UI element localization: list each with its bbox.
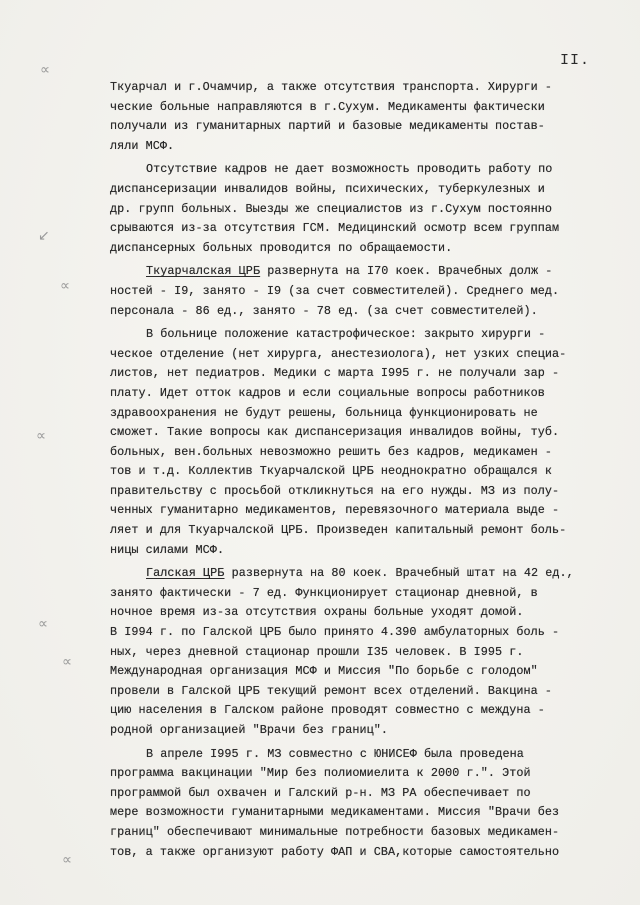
margin-mark: ∝ [38,616,49,632]
text-line: цию населения в Галском районе проводят совместно с междуна - [110,703,545,718]
margin-mark: ∝ [40,62,51,78]
text-line: Ткуарчал и г.Очамчир, а также отсутствия транспорта. Хирурги - [110,80,553,94]
text-line: листов, нет педиатров. Медики с марта I995 г. не получали зар - [110,366,560,381]
hospital-name-underlined: Галская ЦРБ [146,566,225,581]
text-line [110,262,615,282]
text-line: провели в Галской ЦРБ текущий ремонт всех отделений. Вакцина - [110,683,553,698]
text-line: получали из гуманитарных партий и базовые медикаменты постав- [110,119,545,134]
text-line: родной организацией "Врачи без границ". [110,723,389,737]
text-fragment: развернута на I70 коек. Врачебных долж - [260,264,553,279]
text-line: больных, вен.больных невозможно решить без кадров, медикамен - [110,444,553,459]
text-line: В I994 г. по Галской ЦРБ было принято 4.390 амбулаторных боль - [110,625,560,640]
text-line: Отсутствие кадров не дает возможность проводить работу по [146,162,553,177]
margin-mark: ∝ [60,278,71,294]
text-line: мере возможности гуманитарными медикаментами. Миссия "Врачи без [110,805,560,820]
text-line: здравоохранения не будут решены, больница функционировать не [110,405,538,420]
text-line: срываются из-за отсутствия ГСМ. Медицинский осмотр всем группам [110,221,560,236]
text-line: плату. Идет отток кадров и если социальные вопросы работников [110,385,545,400]
margin-mark: ∝ [62,852,73,868]
text-line: сможет. Такие вопросы как диспансеризация инвалидов войны, туб. [110,425,560,440]
text-line: ночное время из-за отсутствия охраны больные уходят домой. [110,605,524,620]
text-line: занято фактически - 7 ед. Функционирует стационар дневной, в [110,585,538,600]
text-line: ческие больные направляются в г.Сухум. Медикаменты фактически [110,99,545,114]
text-line: ницы силами МСФ. [110,542,225,557]
text-line: ностей - I9, занято - I9 (за счет совместителей). Среднего мед. [110,283,560,298]
text-line: тов, а также организуют работу ФАП и СВА,которые самостоятельно [110,844,560,859]
text-line: программой был охвачен и Галский р-н. МЗ РА обеспечивает по [110,785,531,800]
text-line: ченных гуманитарно медикаментов, перевязочного материала выде - [110,503,560,518]
text-line: ляет и для Ткуарчалской ЦРБ. Произведен капитальный ремонт боль- [110,523,567,538]
text-line: В апреле I995 г. МЗ совместно с ЮНИСЕФ была проведена [146,746,524,761]
text-line: В больнице положение катастрофическое: закрыто хирурги - [146,327,546,342]
page-number: II. [560,52,591,69]
text-line: ных, через дневной стационар прошли I35 человек. В I995 г. [110,644,524,659]
text-line: др. групп больных. Выезды же специалистов из г.Сухум постоянно [110,201,553,216]
text-line: персонала - 86 ед., занято - 78 ед. (за счет совместителей). [110,303,538,318]
text-line: ляли МСФ. [110,138,175,153]
margin-mark: ∝ [36,428,47,444]
text-line: ческое отделение (нет хирурга, анестезиолога), нет узких специа- [110,346,567,361]
text-line: тов и т.д. Коллектив Ткуарчалской ЦРБ неоднократно обращался к [110,464,553,479]
margin-mark: ∝ [62,654,73,670]
hospital-name-underlined: Ткуарчалская ЦРБ [146,264,261,279]
text-line [110,564,615,584]
text-line: Международная организация МСФ и Миссия "По борьбе с голодом" [110,664,538,679]
text-line: программа вакцинации "Мир без полиомиелита к 2000 г.". Этой [110,766,531,781]
text-line: правительству с просьбой откликнуться на его нужды. МЗ из полу- [110,483,560,498]
text-line: границ" обеспечивают минимальные потребности базовых медикамен- [110,824,560,839]
text-line: диспансерных больных проводится по обращаемости. [110,240,453,255]
margin-mark: ↙ [38,228,50,244]
document-body [110,78,615,862]
text-fragment: развернута на 80 коек. Врачебный штат на 42 ед., [224,566,574,581]
text-line: диспансеризации инвалидов войны, психических, туберкулезных и [110,181,545,196]
